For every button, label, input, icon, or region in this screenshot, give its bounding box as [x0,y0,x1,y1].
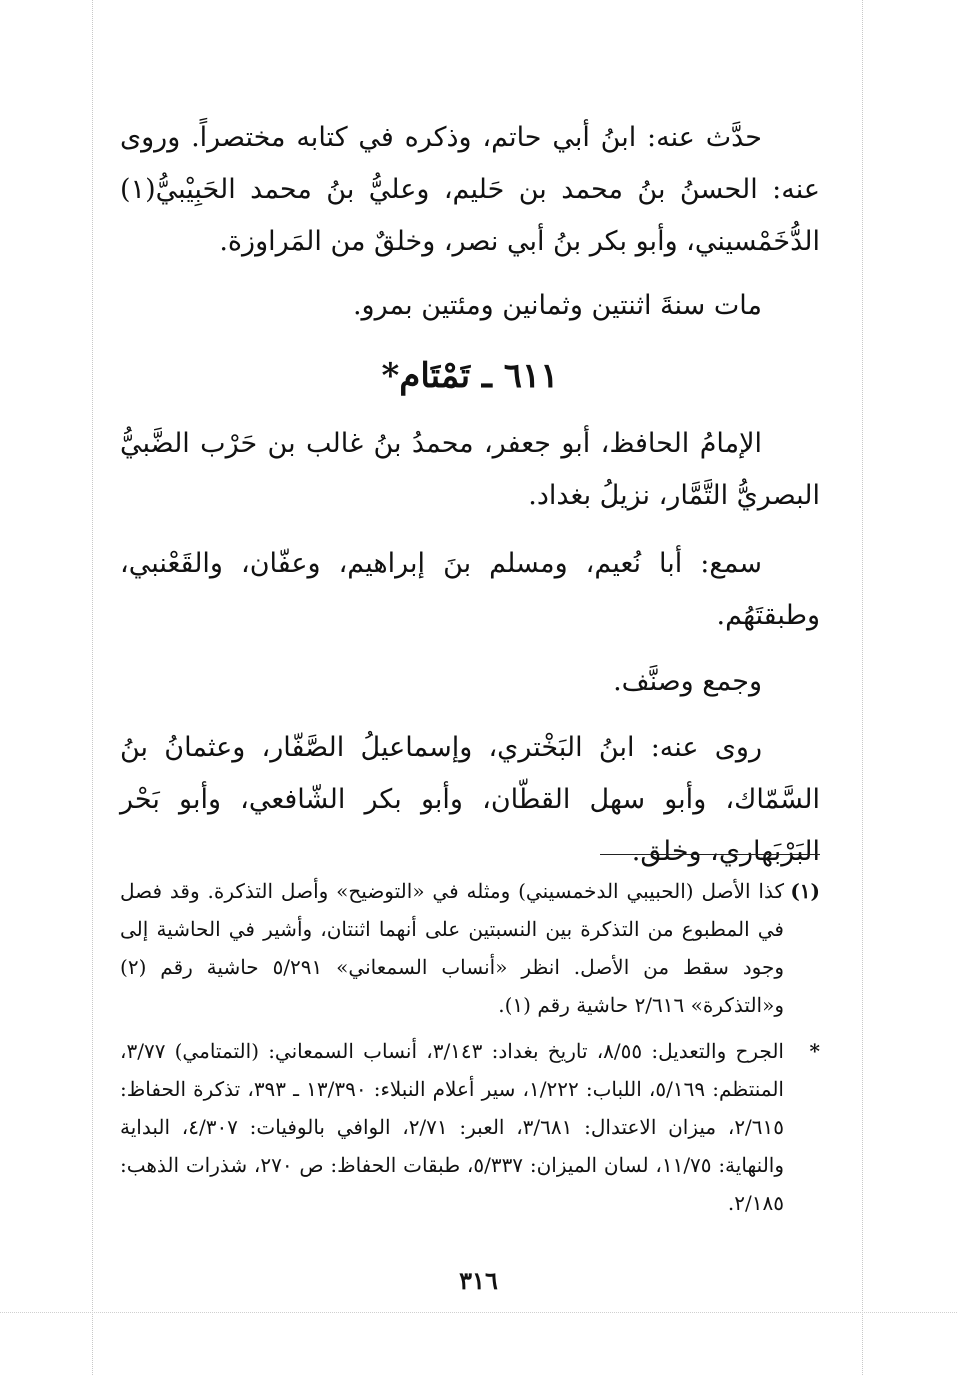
page-number: ٣١٦ [459,1266,498,1295]
footnote [120,1032,820,1222]
scan-guide-line [0,1312,957,1313]
footnote-text: الجرح والتعديل: ٨/٥٥، تاريخ بغداد: ٣/١٤٣، أنساب السمعاني: (التمتامي) ٣/٧٧، المنتظم: ٥/١٦٩، اللباب: ١/٢٢٢، سير أعلام النبلاء: ١٣/٣٩٠ ـ ٣٩٣، تذكرة الحفاظ: ٢/٦١٥، ميزان الاعتدال: ٣/٦٨١، العبر: ٢/٧١، الوافي بالوفيات: ٤/٣٠٧، البداية والنهاية: ١١/٧٥، لسان الميزان: ٥/٣٣٧، طبقات الحفاظ: ص ٢٧٠، شذرات الذهب: ٢/١٨٥. [120,1039,785,1215]
footnote-text: كذا الأصل (الحبيبي الدخمسيني) ومثله في «التوضيح» وأصل التذكرة. وقد فصل في المطبوع من التذكرة بين النسبتين على أنهما اثنتان، وأشير في الحاشية إلى وجود سقط من الأصل. انظر «أنساب السمعاني» ٥/٢٩١ حاشية رقم (٢) و«التذكرة» ٢/٦١٦ حاشية رقم (١). [120,879,784,1017]
entry-heading: ٦١١ ـ تَمْتَام* [381,356,559,396]
scan-guide-line [862,0,863,1375]
footnote-marker: * [809,1039,820,1063]
paragraph: حدَّث عنه: ابنُ أبي حاتم، وذكره في كتابه مختصراً. وروى عنه: الحسنُ بنُ محمد بن حَليم، وعليُّ بنُ محمد الحَبِيْبيُّ(١) الدُّخَمْسيني، وأبو بكر بنُ أبي نصر، وخلقٌ من المَراوزة. [120,122,820,257]
entry-body [120,418,820,878]
paragraph: وجمع وصنَّف. [613,666,762,697]
footnote [120,872,820,1024]
paragraph: روى عنه: ابنُ البَخْتري، وإسماعيلُ الصَّفّار، وعثمانُ بنُ السَّمّاك، وأبو سهل القطّان، وأبو بكر الشّافعي، وأبو بَحْر البَرْبَهاري، وخلق. [120,732,820,867]
scan-guide-line [92,0,93,1375]
paragraph: سمع: أبا نُعيم، ومسلم بنَ إبراهيم، وعفّان، والقَعْنبي، وطبقتَهُم. [120,548,820,631]
footnote-separator [600,854,820,855]
footnotes [120,872,820,1230]
paragraph: مات سنةَ اثنتين وثمانين ومئتين بمرو. [352,290,762,321]
previous-entry-text [120,112,820,332]
paragraph: الإمامُ الحافظ، أبو جعفر، محمدُ بنُ غالب بن حَرْب الضَّبيُّ البصريُّ التَّمَّار، نزيلُ بغداد. [120,428,820,511]
footnote-marker: (١) [790,879,820,903]
